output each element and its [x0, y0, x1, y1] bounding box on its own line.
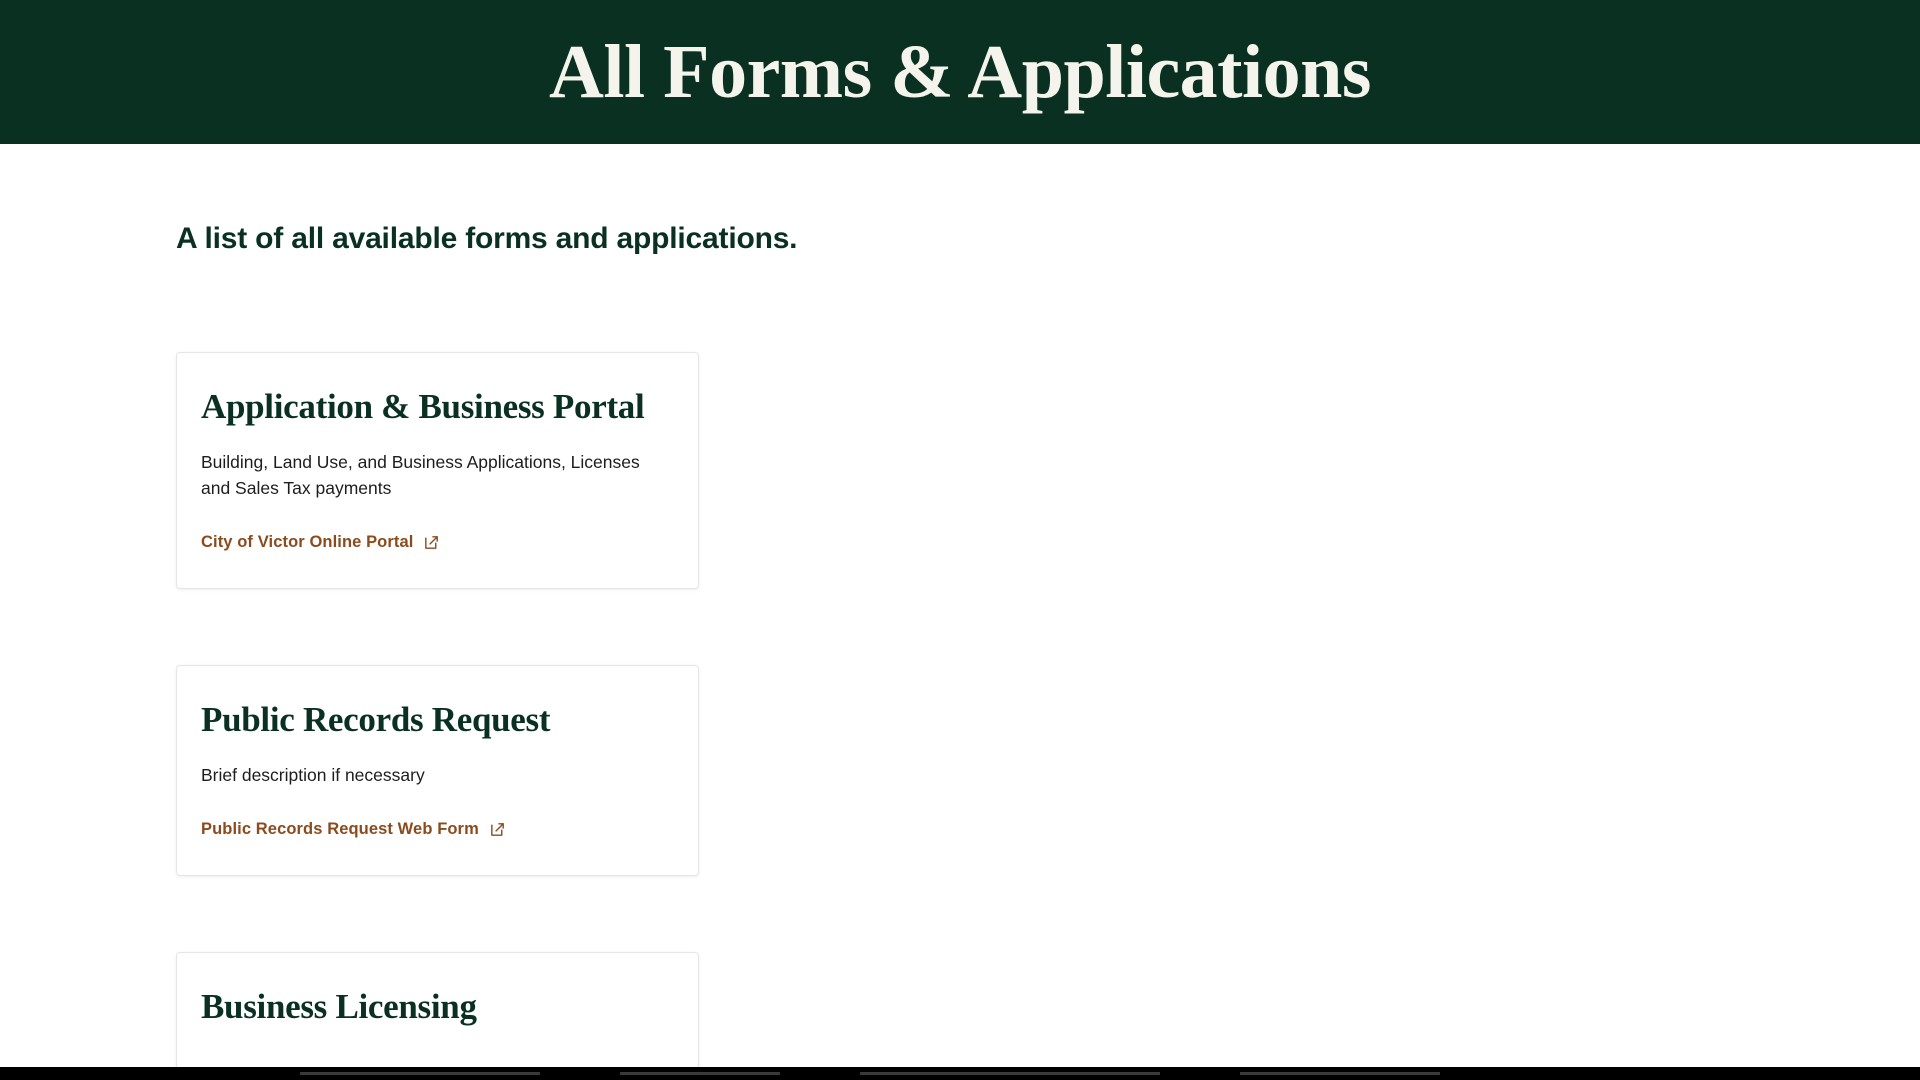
forms-card-list	[176, 352, 1920, 1080]
page-title: All Forms & Applications	[549, 30, 1371, 114]
form-card-description: Building, Land Use, and Business Applications, Licenses and Sales Tax payments	[201, 451, 640, 498]
form-card-link-row[interactable]	[201, 533, 668, 552]
form-card[interactable]	[176, 952, 699, 1080]
external-link-icon	[423, 534, 440, 551]
page-header-banner	[0, 0, 1920, 144]
form-card-title: Public Records Request	[201, 700, 551, 740]
form-card-description: Brief description if necessary	[201, 764, 425, 785]
viewport-bottom-edge	[0, 1067, 1920, 1080]
form-card-link-row[interactable]	[201, 820, 668, 839]
intro-text: A list of all available forms and applications.	[176, 222, 798, 255]
form-card-title: Business Licensing	[201, 986, 477, 1026]
page-content	[0, 222, 1920, 1080]
external-link-icon	[489, 821, 506, 838]
form-card-link[interactable]: Public Records Request Web Form	[201, 819, 479, 838]
form-card[interactable]	[176, 665, 699, 876]
form-card-link[interactable]: City of Victor Online Portal	[201, 533, 414, 552]
form-card[interactable]	[176, 352, 699, 589]
form-card-title: Application & Business Portal	[201, 387, 645, 426]
